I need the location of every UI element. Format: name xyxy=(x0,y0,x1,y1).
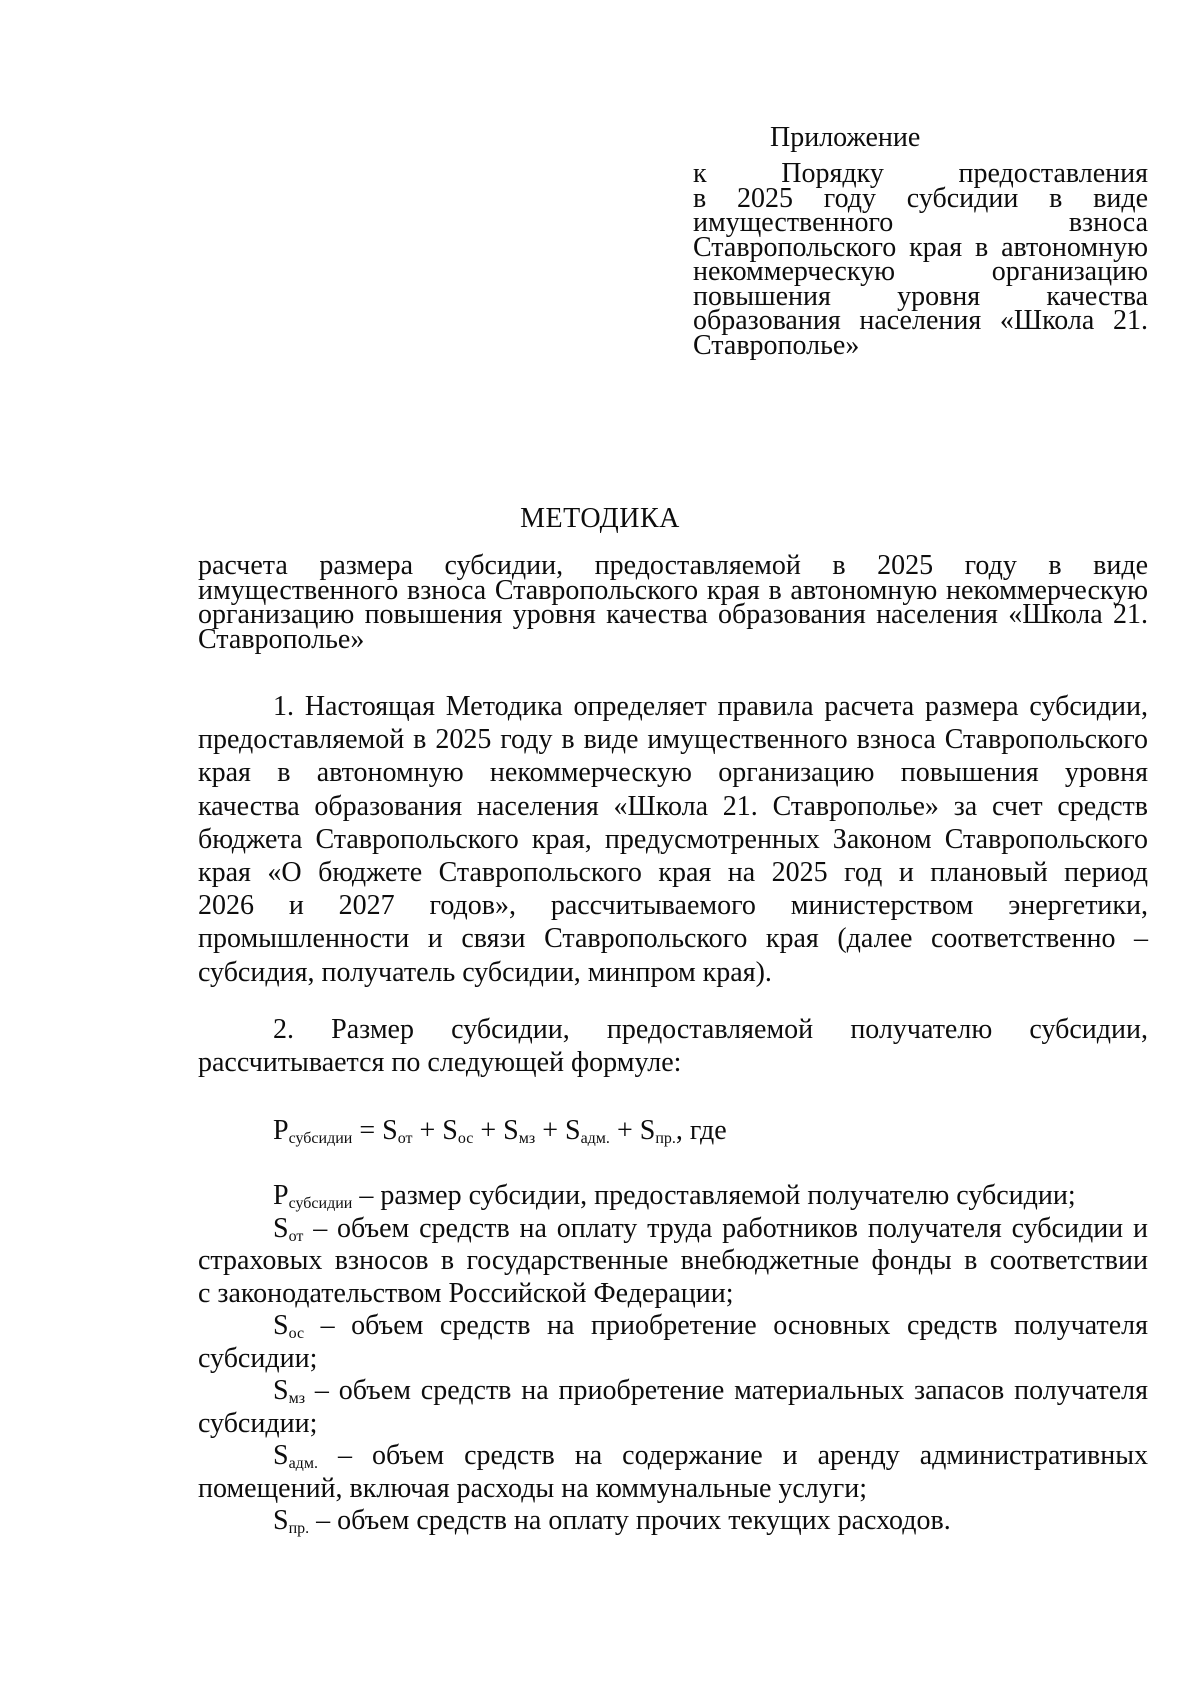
definition-subscript: пр. xyxy=(288,1520,310,1537)
appendix-line: Ставрополье» xyxy=(693,329,860,361)
definition-subscript: субсидии xyxy=(288,1195,353,1212)
subtitle-line: расчета размера субсидии, предоставляемой в 2025 году в виде xyxy=(198,550,1148,581)
appendix-line: повышения уровня качества xyxy=(693,280,1148,312)
definition-text: – объем средств на оплату труда работников получателя субсидии и xyxy=(303,1212,1148,1244)
appendix-line: имущественного взноса xyxy=(693,207,1148,238)
definition-symbol: S xyxy=(273,1212,289,1244)
definition-subscript: адм. xyxy=(288,1455,318,1472)
paragraph-line: края в автономную некоммерческую организацию повышения уровня xyxy=(198,757,1148,789)
subsidy-formula xyxy=(273,1114,727,1148)
document-subtitle xyxy=(198,550,1148,655)
appendix-reference xyxy=(693,158,1148,361)
paragraph-line: 2. Размер субсидии, предоставляемой получателю субсидии, xyxy=(273,1014,1148,1045)
paragraph-1 xyxy=(198,690,1148,989)
definition-line xyxy=(198,1505,1148,1538)
formula-operator: + xyxy=(473,1115,504,1146)
formula-operator: + xyxy=(412,1115,443,1146)
paragraph-line: рассчитывается по следующей формуле: xyxy=(198,1047,682,1078)
definition-text: – размер субсидии, предоставляемой получателю субсидии; xyxy=(352,1180,1076,1211)
appendix-line: образования населения «Школа 21. xyxy=(693,305,1148,336)
appendix-line: некоммерческую организацию xyxy=(693,256,1148,287)
formula-subscript: ос xyxy=(457,1130,474,1147)
document-title: МЕТОДИКА xyxy=(520,503,680,534)
paragraph-line: 1. Настоящая Методика определяет правила расчета размера субсидии, xyxy=(273,691,1148,722)
formula-symbol: S xyxy=(503,1115,519,1146)
formula-symbol: S xyxy=(382,1115,398,1146)
formula-symbol: S xyxy=(564,1115,581,1146)
definition-symbol: S xyxy=(273,1440,289,1471)
formula-symbol: S xyxy=(442,1115,458,1146)
definition-line: субсидии; xyxy=(198,1407,318,1439)
formula-definitions xyxy=(198,1180,1148,1538)
definition-text: – объем средств на приобретение основных средств получателя xyxy=(304,1310,1148,1341)
formula-symbol: P xyxy=(273,1115,289,1146)
subtitle-line: имущественного взноса Ставропольского края в автономную некоммерческую xyxy=(198,574,1148,606)
definition-line: субсидии; xyxy=(198,1342,318,1374)
formula-operator: + xyxy=(609,1115,640,1146)
definition-line: помещений, включая расходы на коммунальные услуги; xyxy=(198,1472,868,1504)
formula-operator: + xyxy=(535,1115,565,1146)
definition-line: с законодательством Российской Федерации; xyxy=(198,1277,734,1309)
appendix-title: Приложение xyxy=(770,122,921,153)
definition-line xyxy=(198,1375,1148,1408)
paragraph-line: предоставляемой в 2025 году в виде имущественного взноса Ставропольского xyxy=(198,724,1148,756)
formula-operator: = xyxy=(352,1115,383,1146)
definition-symbol: S xyxy=(273,1375,289,1406)
formula-tail: , где xyxy=(675,1115,727,1146)
formula-subscript: субсидии xyxy=(288,1130,353,1147)
paragraph-line: бюджета Ставропольского края, предусмотренных Законом Ставропольского xyxy=(198,823,1148,855)
appendix-line: в 2025 году субсидии в виде xyxy=(693,182,1148,214)
definition-line xyxy=(198,1213,1148,1246)
formula-subscript: от xyxy=(397,1130,413,1147)
definition-text: – объем средств на содержание и аренду административных xyxy=(317,1440,1148,1471)
formula-subscript: адм. xyxy=(580,1130,610,1147)
definition-subscript: ос xyxy=(288,1325,305,1342)
paragraph-line: края «О бюджете Ставропольского края на 2025 год и плановый период xyxy=(198,857,1148,889)
paragraph-line: промышленности и связи Ставропольского края (далее соответственно – xyxy=(198,923,1148,955)
definition-symbol: P xyxy=(273,1180,289,1211)
definition-text: – объем средств на приобретение материальных запасов получателя xyxy=(305,1375,1148,1406)
paragraph-line: качества образования населения «Школа 21. Ставрополье» за счет средств xyxy=(198,790,1148,822)
definition-line: страховых взносов в государственные внебюджетные фонды в соответствии xyxy=(198,1245,1148,1276)
definition-line xyxy=(198,1310,1148,1343)
formula-subscript: мз xyxy=(518,1130,536,1147)
formula-symbol: S xyxy=(639,1115,656,1146)
subtitle-line: организацию повышения уровня качества образования населения «Школа 21. xyxy=(198,599,1148,630)
definition-subscript: от xyxy=(288,1227,304,1245)
subtitle-line: Ставрополье» xyxy=(198,623,365,655)
definition-subscript: мз xyxy=(288,1390,306,1407)
definition-line xyxy=(198,1180,1148,1213)
paragraph-line: 2026 и 2027 годов», рассчитываемого министерством энергетики, xyxy=(198,890,1148,922)
definition-symbol: S xyxy=(273,1310,289,1341)
paragraph-2 xyxy=(198,1013,1148,1079)
appendix-line: Ставропольского края в автономную xyxy=(693,231,1148,263)
paragraph-line: субсидия, получатель субсидии, минпром края). xyxy=(198,956,772,988)
definition-text: – объем средств на оплату прочих текущих расходов. xyxy=(309,1505,951,1536)
definition-line xyxy=(198,1440,1148,1473)
formula-subscript: пр. xyxy=(655,1130,676,1147)
appendix-line: к Порядку предоставления xyxy=(693,158,1148,189)
definition-symbol: S xyxy=(273,1505,289,1536)
